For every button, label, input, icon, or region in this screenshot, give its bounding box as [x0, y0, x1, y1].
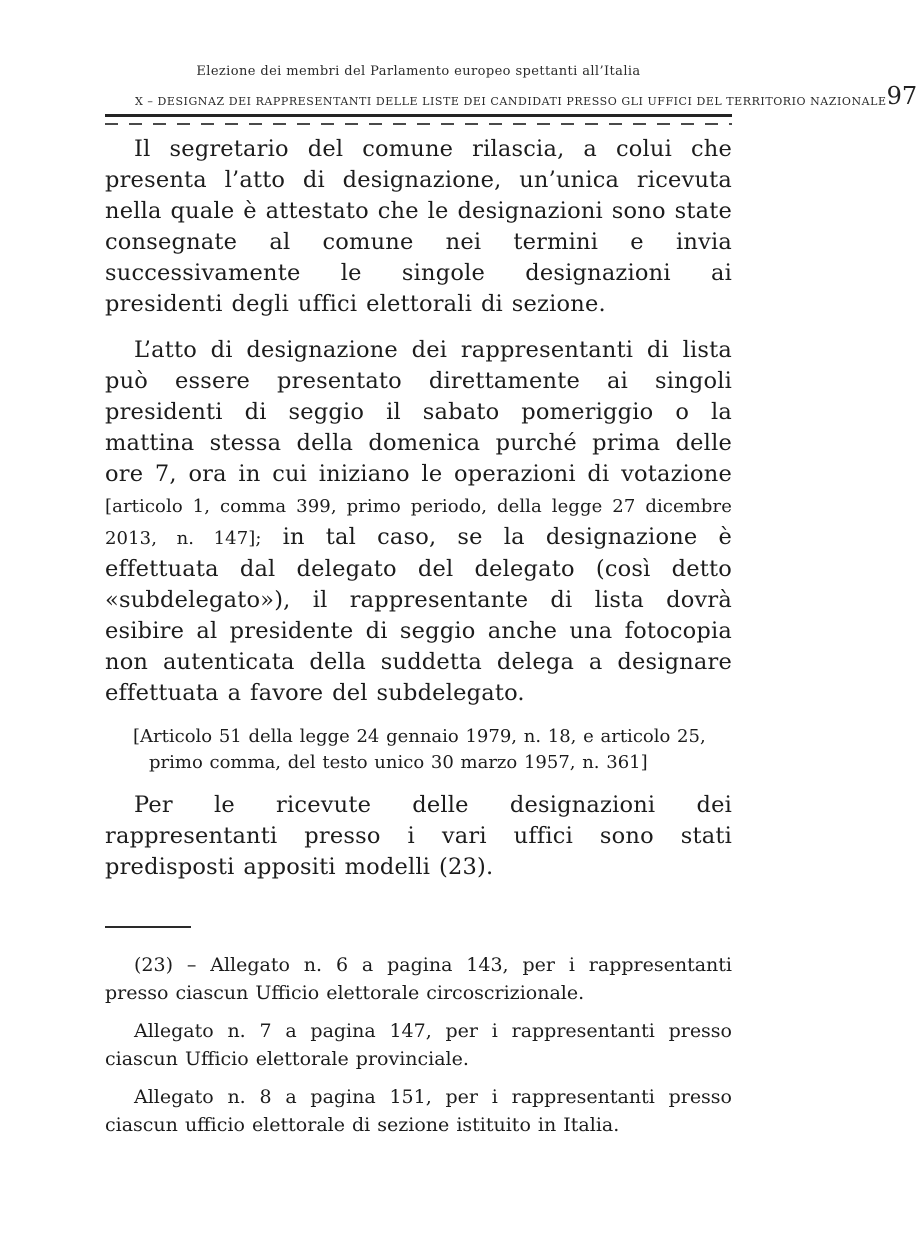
- footnote: (23) – Allegato n. 6 a pagina 143, per i rappresentanti presso ciascun Ufficio elettorale circoscrizionale.: [105, 954, 732, 1004]
- footnote-rule: [105, 926, 191, 928]
- paragraph: [105, 335, 732, 709]
- running-head-title: Elezione dei membri del Parlamento europeo spettanti all’Italia: [196, 64, 641, 79]
- footnotes-section: [105, 926, 732, 1150]
- inline-law-citation: [articolo 1, comma 399, primo periodo, della legge 27 dicembre 2013, n. 147];: [105, 496, 732, 549]
- running-head-row: [105, 82, 918, 110]
- paragraph-text: in tal caso, se la designazione è effettuata dal delegato del delegato (così detto «subdelegato»), il rappresentante di lista dovrà esibire al presidente di seggio anche una fotocopia non autenticata della suddetta delega a designare effettuata a favore del subdelegato.: [105, 524, 732, 706]
- paragraph: Per le ricevute delle designazioni dei rappresentanti presso i vari uffici sono stati predisposti appositi modelli (23).: [105, 792, 732, 880]
- body-text: [105, 134, 732, 898]
- header-rule: [105, 114, 732, 125]
- paragraph: Il segretario del comune rilascia, a colui che presenta l’atto di designazione, un’unica ricevuta nella quale è attestato che le designazioni sono state consegnate al comune nei termini e invia successivamente le singole designazioni ai presidenti degli uffici elettorali di sezione.: [105, 136, 732, 317]
- footnote: Allegato n. 8 a pagina 151, per i rappresentanti presso ciascun ufficio elettorale di sezione istituito in Italia.: [105, 1086, 732, 1136]
- page-number: 97: [886, 82, 918, 110]
- running-head-chapter: X – DESIGNAZ DEI RAPPRESENTANTI DELLE LISTE DEI CANDIDATI PRESSO GLI UFFICI DEL TERRITORIO NAZIONALE: [135, 95, 887, 108]
- footnote: Allegato n. 7 a pagina 147, per i rappresentanti presso ciascun Ufficio elettorale provinciale.: [105, 1020, 732, 1070]
- running-head: [105, 64, 918, 125]
- paragraph-text: L’atto di designazione dei rappresentanti di lista può essere presentato direttamente ai singoli presidenti di seggio il sabato pomeriggio o la mattina stessa della domenica purché prima delle ore 7, ora in cui iniziano le operazioni di votazione: [105, 337, 732, 487]
- law-citation-block: [Articolo 51 della legge 24 gennaio 1979, n. 18, e articolo 25, primo comma, del testo unico 30 marzo 1957, n. 361]: [133, 726, 706, 773]
